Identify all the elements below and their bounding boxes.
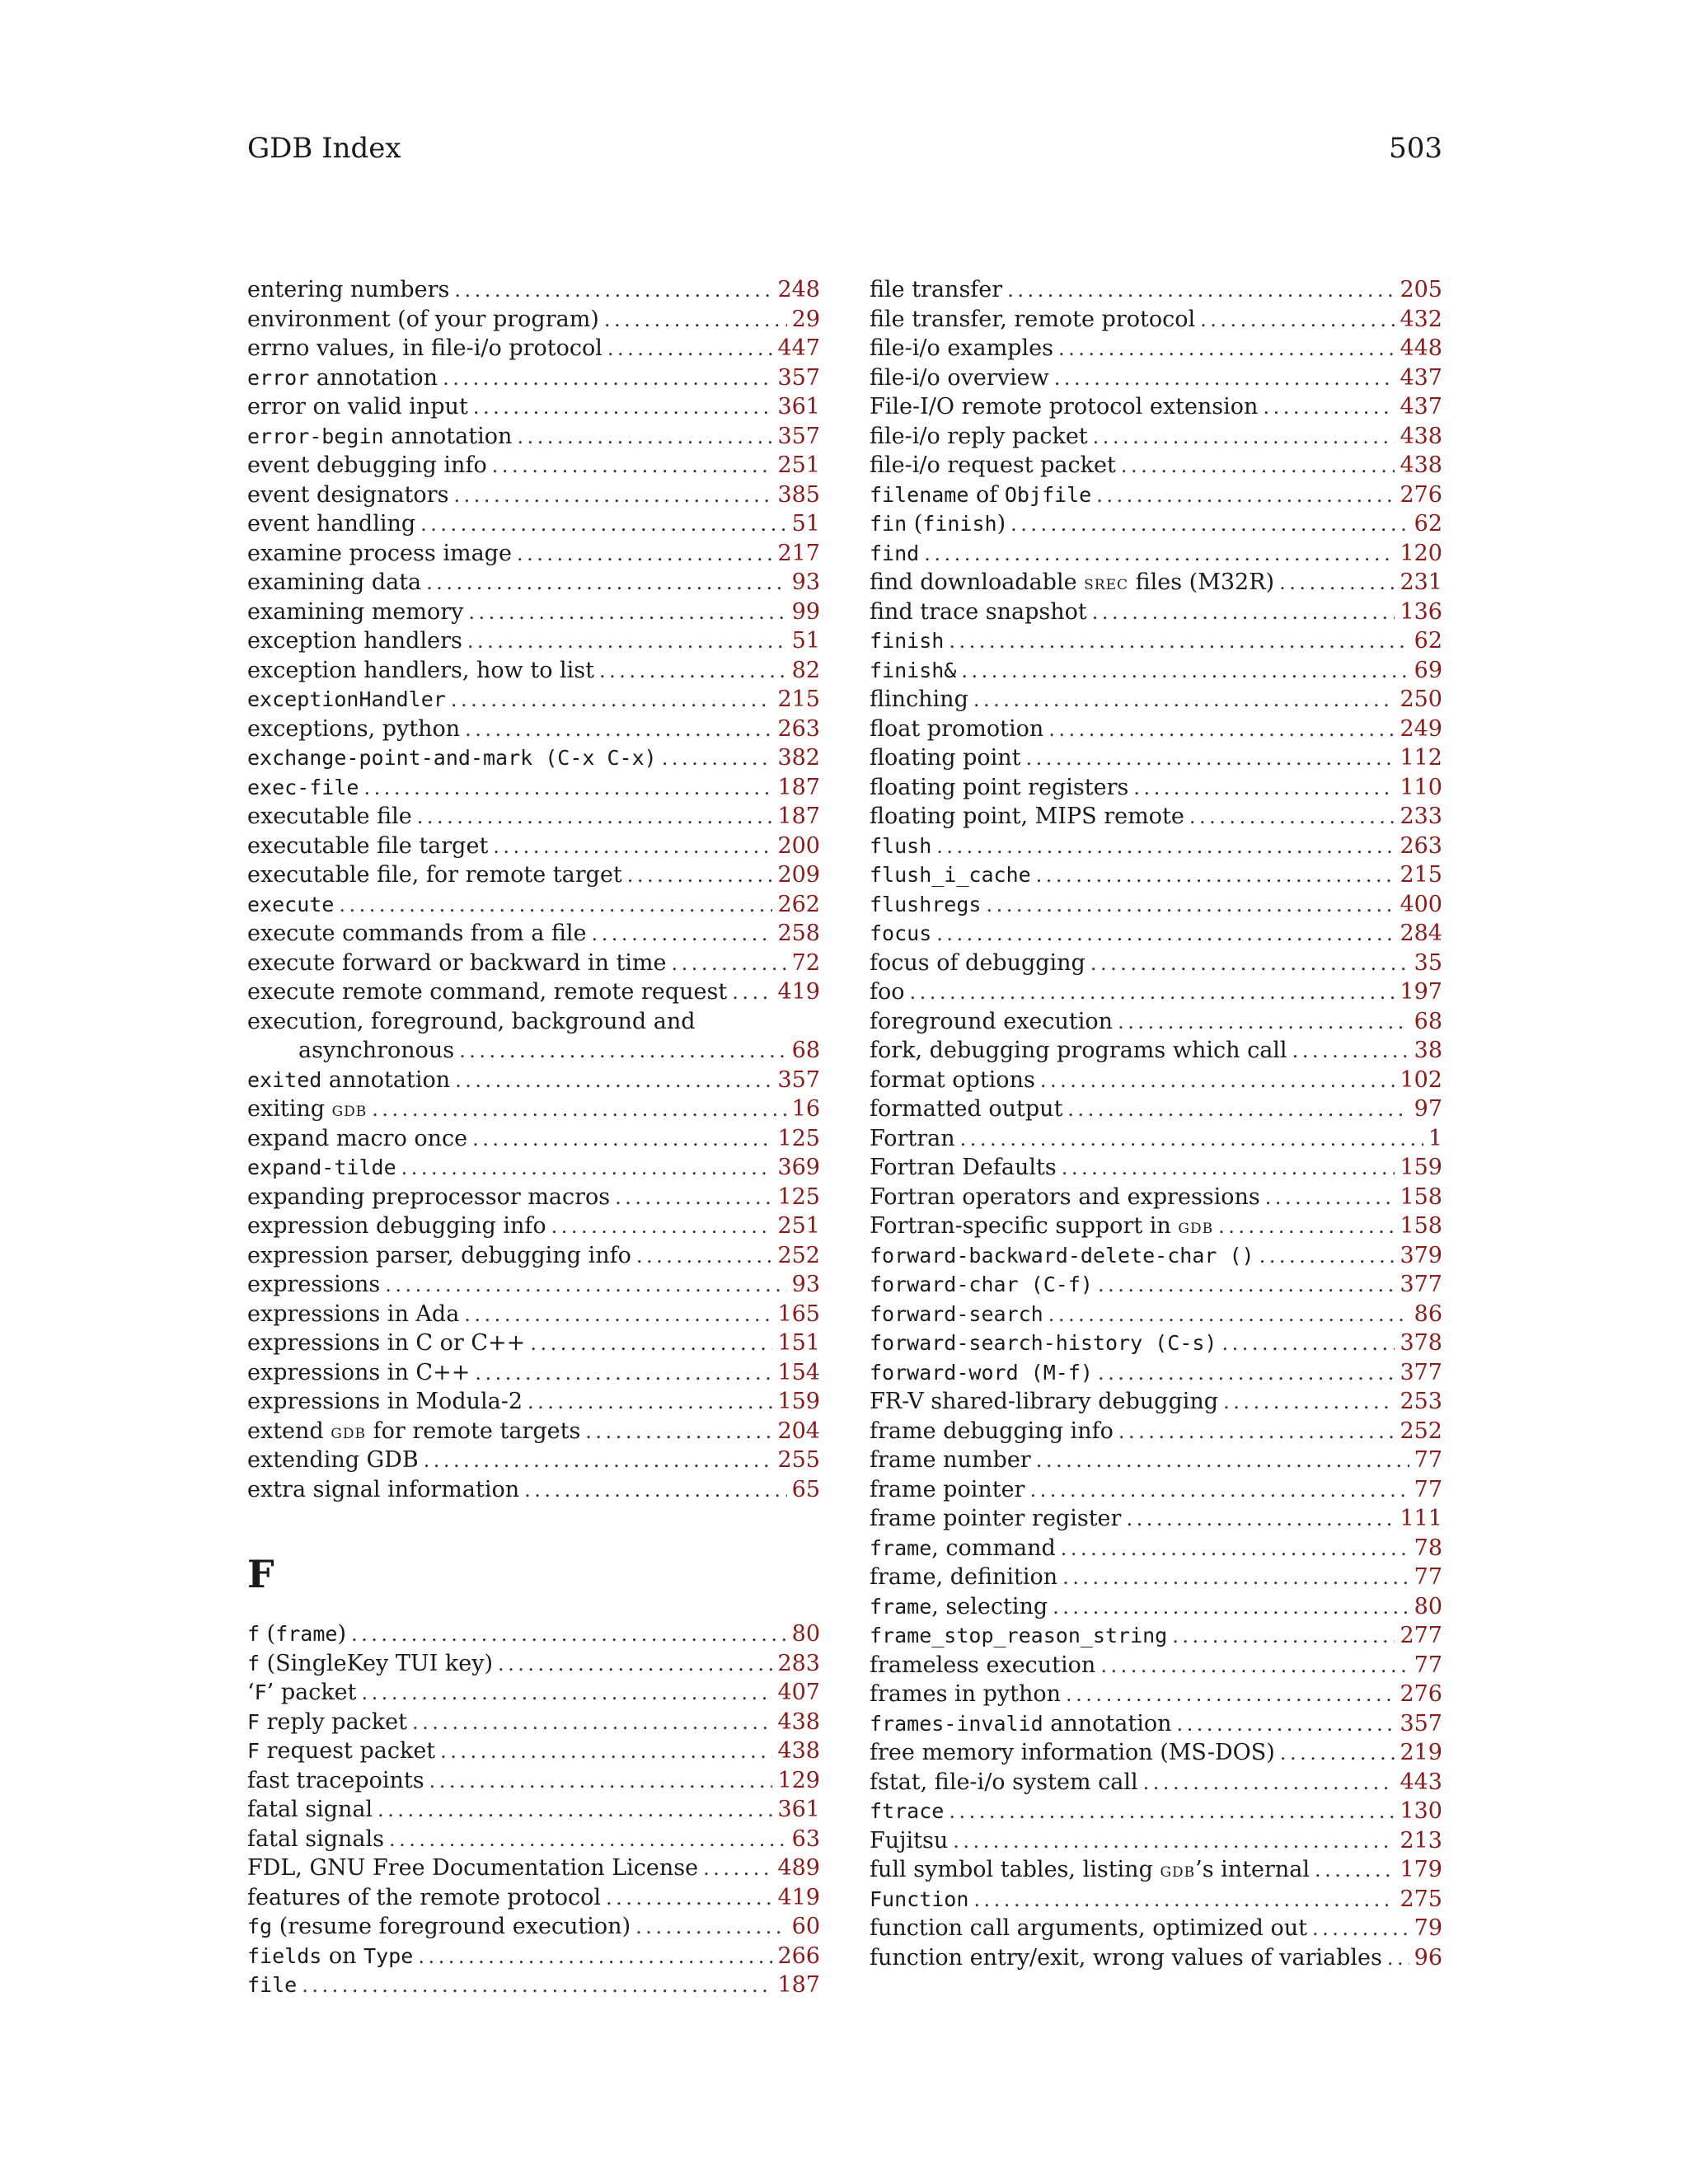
page-ref[interactable]: 263 [777, 715, 820, 742]
index-entry: event designators ..... 385 [247, 480, 820, 510]
index-entry: frame number ..... 77 [870, 1446, 1442, 1475]
page-ref[interactable]: 77 [1414, 1564, 1442, 1590]
index-entry: execute ..... 262 [247, 890, 820, 920]
page-ref[interactable]: 165 [777, 1301, 820, 1327]
page-ref[interactable]: 78 [1414, 1535, 1442, 1561]
index-entry: expand macro once ..... 125 [247, 1124, 820, 1154]
index-entry: ftrace ..... 130 [870, 1797, 1442, 1826]
page-ref[interactable]: 79 [1414, 1915, 1442, 1941]
page-ref[interactable]: 51 [791, 628, 820, 654]
page-ref[interactable]: 68 [1414, 1008, 1442, 1034]
index-entry: file-i/o request packet ..... 438 [870, 451, 1442, 480]
page-ref[interactable]: 378 [1400, 1330, 1442, 1356]
page-ref[interactable]: 361 [777, 394, 820, 419]
index-entry: fstat, file-i/o system call ..... 443 [870, 1768, 1442, 1797]
page-ref[interactable]: 93 [791, 569, 820, 595]
page-ref[interactable]: 97 [1414, 1096, 1442, 1122]
page-ref[interactable]: 385 [777, 481, 820, 508]
index-entry: file-i/o reply packet ..... 438 [870, 422, 1442, 452]
index-entry: Fortran Defaults ..... 159 [870, 1153, 1442, 1183]
index-entry: find trace snapshot ..... 136 [870, 598, 1442, 627]
index-entry: expressions in C++ ..... 154 [247, 1358, 820, 1388]
page-ref[interactable]: 63 [791, 1825, 820, 1852]
index-entry: function entry/exit, wrong values of variables ..... 96 [870, 1943, 1442, 1973]
index-entry: f (frame) ..... 80 [247, 1619, 820, 1649]
page-ref[interactable]: 377 [1400, 1272, 1442, 1297]
index-entry: frames in python ..... 276 [870, 1680, 1442, 1709]
page-ref[interactable]: 258 [777, 921, 820, 946]
page-ref[interactable]: 437 [1400, 394, 1442, 419]
page-ref[interactable]: 262 [777, 891, 820, 917]
index-entry: execution, foreground, background and [247, 1008, 696, 1034]
index-entry: forward-char (C-f) ..... 377 [870, 1270, 1442, 1300]
page-ref[interactable]: 266 [777, 1943, 820, 1969]
index-entry: filename of Objfile ..... 276 [870, 480, 1442, 510]
page-ref[interactable]: 77 [1414, 1476, 1442, 1502]
page-ref[interactable]: 62 [1414, 628, 1442, 654]
page-ref[interactable]: 275 [1400, 1886, 1442, 1912]
page-ref[interactable]: 60 [791, 1914, 820, 1939]
page-ref[interactable]: 68 [791, 1038, 820, 1063]
page-ref[interactable]: 219 [1400, 1740, 1442, 1765]
page-ref[interactable]: 276 [1400, 1681, 1442, 1707]
index-entry: flushregs ..... 400 [870, 890, 1442, 920]
index-entry: file-i/o overview ..... 437 [870, 363, 1442, 393]
index-entry: forward-backward-delete-char () ..... 379 [870, 1241, 1442, 1271]
page-ref[interactable]: 29 [791, 306, 820, 332]
index-entry: fg (resume foreground execution) ..... 60 [247, 1912, 820, 1942]
index-entry: executable file ..... 187 [247, 802, 820, 832]
index-entry: frame_stop_reason_string ..... 277 [870, 1621, 1442, 1651]
index-entry: file transfer, remote protocol ..... 432 [870, 305, 1442, 335]
index-entry: expanding preprocessor macros ..... 125 [247, 1183, 820, 1212]
page-ref[interactable]: 130 [1400, 1798, 1442, 1824]
page-header [247, 132, 1442, 173]
index-entry: examining memory ..... 99 [247, 598, 820, 627]
index-entry: extend gdb for remote targets ..... 204 [247, 1417, 820, 1446]
index-entry: executable file target ..... 200 [247, 832, 820, 861]
page-ref[interactable]: 187 [777, 804, 820, 829]
page-ref[interactable]: 80 [1414, 1593, 1442, 1619]
page-ref[interactable]: 62 [1414, 511, 1442, 537]
page-ref[interactable]: 263 [1400, 832, 1442, 859]
page-ref[interactable]: 357 [777, 1066, 820, 1093]
page-ref[interactable]: 432 [1400, 306, 1442, 332]
page-ref[interactable]: 249 [1400, 715, 1442, 742]
index-entry: exceptionHandler ..... 215 [247, 685, 820, 715]
page-ref[interactable]: 489 [777, 1855, 820, 1881]
page-ref[interactable]: 154 [777, 1359, 820, 1385]
index-entry: expression debugging info ..... 251 [247, 1212, 820, 1241]
page-ref[interactable]: 102 [1400, 1066, 1442, 1093]
index-entry: errno values, in file-i/o protocol ..... 447 [247, 334, 820, 363]
page-ref[interactable]: 419 [777, 979, 820, 1005]
page-ref[interactable]: 158 [1400, 1213, 1442, 1239]
page-ref[interactable]: 125 [777, 1125, 820, 1151]
page-ref[interactable]: 159 [777, 1389, 820, 1414]
index-entry: fin (finish) ..... 62 [870, 509, 1442, 539]
page-ref[interactable]: 136 [1400, 598, 1442, 625]
index-entry: fatal signals ..... 63 [247, 1825, 820, 1854]
index-entry: function call arguments, optimized out ..... 79 [870, 1914, 1442, 1943]
index-entry: examine process image ..... 217 [247, 539, 820, 569]
page-ref[interactable]: 158 [1400, 1183, 1442, 1210]
index-entry: foreground execution ..... 68 [870, 1007, 1442, 1037]
index-entry: examining data ..... 93 [247, 568, 820, 598]
page-ref[interactable]: 419 [777, 1884, 820, 1910]
page-ref[interactable]: 252 [777, 1242, 820, 1268]
index-entry: exchange-point-and-mark (C-x C-x) ..... 382 [247, 743, 820, 773]
page-ref[interactable]: 255 [777, 1447, 820, 1473]
section-letter-heading: F [247, 1552, 274, 1596]
index-entry: finish ..... 62 [870, 626, 1442, 656]
index-entry: execute commands from a file ..... 258 [247, 919, 820, 949]
page-ref[interactable]: 200 [777, 832, 820, 859]
page-ref[interactable]: 179 [1400, 1857, 1442, 1882]
index-entry: focus of debugging ..... 35 [870, 949, 1442, 978]
page-ref[interactable]: 209 [777, 862, 820, 888]
index-entry: f (SingleKey TUI key) ..... 283 [247, 1649, 820, 1679]
page-ref[interactable]: 250 [1400, 687, 1442, 712]
page-ref[interactable]: 69 [1414, 657, 1442, 683]
index-entry: frame debugging info ..... 252 [870, 1417, 1442, 1446]
page-ref[interactable]: 204 [777, 1418, 820, 1444]
index-entry: fields on Type ..... 266 [247, 1942, 820, 1971]
index-entry: error on valid input ..... 361 [247, 392, 820, 422]
page-number: 503 [1389, 132, 1442, 165]
index-entry: foo ..... 197 [870, 977, 1442, 1007]
index-entry: features of the remote protocol ..... 419 [247, 1883, 820, 1913]
index-entry: frameless execution ..... 77 [870, 1651, 1442, 1680]
index-entry: frame pointer ..... 77 [870, 1475, 1442, 1505]
page-ref[interactable]: 438 [777, 1738, 820, 1764]
index-entry: floating point, MIPS remote ..... 233 [870, 802, 1442, 832]
page-ref[interactable]: 77 [1414, 1652, 1442, 1678]
index-entry: expressions in Ada ..... 165 [247, 1300, 820, 1329]
index-entry: full symbol tables, listing gdb’s internal ..... 179 [870, 1855, 1442, 1885]
index-entry: fatal signal ..... 361 [247, 1795, 820, 1825]
page-ref[interactable]: 437 [1400, 364, 1442, 391]
page-ref[interactable]: 277 [1400, 1623, 1442, 1648]
index-entry: executable file, for remote target ..... 209 [247, 860, 820, 890]
index-entry: error-begin annotation ..... 357 [247, 422, 820, 452]
index-entry: frame, selecting ..... 80 [870, 1592, 1442, 1622]
page-ref[interactable]: 438 [1400, 423, 1442, 449]
page-ref[interactable]: 276 [1400, 481, 1442, 508]
page-ref[interactable]: 80 [791, 1621, 820, 1647]
page-ref[interactable]: 129 [777, 1767, 820, 1793]
index-entry: event handling ..... 51 [247, 509, 820, 539]
index-entry: error annotation ..... 357 [247, 363, 820, 393]
index-entry: execute forward or backward in time ..... 72 [247, 949, 820, 978]
right-column [870, 275, 1442, 1972]
index-entry: Fortran ..... 1 [870, 1124, 1442, 1154]
index-entry: floating point registers ..... 110 [870, 773, 1442, 803]
page-ref[interactable]: 120 [1400, 540, 1442, 566]
page-ref[interactable]: 38 [1414, 1038, 1442, 1063]
page-ref[interactable]: 379 [1400, 1242, 1442, 1268]
index-entry: entering numbers ..... 248 [247, 275, 820, 305]
index-entry: frame, command ..... 78 [870, 1534, 1442, 1563]
index-entry: Fortran operators and expressions ..... 158 [870, 1183, 1442, 1212]
page-ref[interactable]: 187 [777, 774, 820, 800]
page-ref[interactable]: 448 [1400, 335, 1442, 361]
page-ref[interactable]: 361 [777, 1797, 820, 1822]
index-entry: forward-search-history (C-s) ..... 378 [870, 1329, 1442, 1358]
page-ref[interactable]: 438 [777, 1708, 820, 1735]
index-entry: frame, definition ..... 77 [870, 1563, 1442, 1592]
index-entry: flinching ..... 250 [870, 685, 1442, 715]
index-entry: exception handlers, how to list ..... 82 [247, 656, 820, 686]
page-ref[interactable]: 215 [1400, 862, 1442, 888]
index-entry: floating point ..... 112 [870, 743, 1442, 773]
index-entry: Fortran-specific support in gdb ..... 158 [870, 1212, 1442, 1241]
page-ref[interactable]: 159 [1400, 1155, 1442, 1180]
index-entry: expand-tilde ..... 369 [247, 1153, 820, 1183]
page-ref[interactable]: 187 [777, 1972, 820, 1998]
index-entry: float promotion ..... 249 [870, 715, 1442, 744]
page-ref[interactable]: 251 [777, 1213, 820, 1239]
page-ref[interactable]: 252 [1400, 1418, 1442, 1444]
page-ref[interactable]: 283 [777, 1650, 820, 1676]
index-entry: environment (of your program) ..... 29 [247, 305, 820, 335]
page-ref[interactable]: 99 [791, 598, 820, 625]
page-ref[interactable]: 407 [777, 1680, 820, 1705]
page-ref[interactable]: 205 [1400, 277, 1442, 302]
page-ref[interactable]: 86 [1414, 1301, 1442, 1327]
page-ref[interactable]: 110 [1400, 774, 1442, 800]
index-entry-continuation: asynchronous ..... 68 [247, 1036, 820, 1066]
page-ref[interactable]: 197 [1400, 979, 1442, 1005]
index-entry: expressions in C or C++ ..... 151 [247, 1329, 820, 1358]
page-ref[interactable]: 248 [777, 277, 820, 302]
page-ref[interactable]: 382 [777, 745, 820, 771]
index-entry: forward-search ..... 86 [870, 1300, 1442, 1329]
page-ref[interactable]: 93 [791, 1272, 820, 1297]
index-entry: exceptions, python ..... 263 [247, 715, 820, 744]
index-entry: extending GDB ..... 255 [247, 1446, 820, 1475]
page-ref[interactable]: 112 [1400, 745, 1442, 771]
page-ref[interactable]: 357 [777, 364, 820, 391]
page-ref[interactable]: 72 [791, 949, 820, 976]
page-ref[interactable]: 443 [1400, 1769, 1442, 1795]
page-ref[interactable]: 284 [1400, 921, 1442, 946]
index-entry: exiting gdb ..... 16 [247, 1094, 820, 1124]
index-entry: expression parser, debugging info ..... 252 [247, 1241, 820, 1271]
index-entry: frame pointer register ..... 111 [870, 1504, 1442, 1534]
index-entry: file-i/o examples ..... 448 [870, 334, 1442, 363]
page-ref[interactable]: 65 [791, 1476, 820, 1502]
index-entry: Function ..... 275 [870, 1885, 1442, 1915]
index-entry: format options ..... 102 [870, 1066, 1442, 1095]
index-entry: fork, debugging programs which call ..... 38 [870, 1036, 1442, 1066]
index-entry: file ..... 187 [247, 1971, 820, 2000]
page-ref[interactable]: 77 [1414, 1447, 1442, 1473]
index-entry: FR-V shared-library debugging ..... 253 [870, 1387, 1442, 1417]
index-entry: ‘F’ packet ..... 407 [247, 1678, 820, 1708]
page-ref[interactable]: 82 [791, 657, 820, 683]
index-entry: fast tracepoints ..... 129 [247, 1766, 820, 1796]
index-entry: file transfer ..... 205 [870, 275, 1442, 305]
index-entry: exception handlers ..... 51 [247, 626, 820, 656]
index-entry: focus ..... 284 [870, 919, 1442, 949]
page-ref[interactable]: 369 [777, 1155, 820, 1180]
index-entry: F reply packet ..... 438 [247, 1708, 820, 1737]
index-entry: Fujitsu ..... 213 [870, 1826, 1442, 1856]
index-entry: flush_i_cache ..... 215 [870, 860, 1442, 890]
index-entry: free memory information (MS-DOS) ..... 219 [870, 1738, 1442, 1768]
page-ref[interactable]: 125 [777, 1183, 820, 1210]
index-entry: execute remote command, remote request ..... 419 [247, 977, 820, 1007]
page-ref[interactable]: 217 [777, 540, 820, 566]
page-ref[interactable]: 35 [1414, 949, 1442, 976]
index-entry: File-I/O remote protocol extension ..... 437 [870, 392, 1442, 422]
left-column [247, 275, 820, 2000]
page-ref[interactable]: 215 [777, 687, 820, 712]
page-ref[interactable]: 357 [1400, 1710, 1442, 1736]
page-ref[interactable]: 111 [1400, 1506, 1442, 1531]
page-ref[interactable]: 51 [791, 511, 820, 537]
index-entry: exec-file ..... 187 [247, 773, 820, 803]
page-ref[interactable]: 1 [1428, 1125, 1442, 1151]
page-ref[interactable]: 447 [777, 335, 820, 361]
index-entry: event debugging info ..... 251 [247, 451, 820, 480]
index-entry: FDL, GNU Free Documentation License ..... 489 [247, 1854, 820, 1883]
index-entry: frames-invalid annotation ..... 357 [870, 1709, 1442, 1739]
index-entry: formatted output ..... 97 [870, 1094, 1442, 1124]
page-ref[interactable]: 377 [1400, 1359, 1442, 1385]
index-entry: finish& ..... 69 [870, 656, 1442, 686]
page-ref[interactable]: 16 [791, 1096, 820, 1122]
index-entry: find downloadable srec files (M32R) ..... 231 [870, 568, 1442, 598]
index-entry: flush ..... 263 [870, 832, 1442, 861]
running-title: GDB Index [247, 132, 401, 165]
index-entry: F request packet ..... 438 [247, 1736, 820, 1766]
page-ref[interactable]: 213 [1400, 1827, 1442, 1854]
page-ref[interactable]: 231 [1400, 569, 1442, 595]
page-ref[interactable]: 400 [1400, 891, 1442, 917]
page-ref[interactable]: 251 [777, 452, 820, 478]
index-entry: forward-word (M-f) ..... 377 [870, 1358, 1442, 1388]
page-ref[interactable]: 357 [777, 423, 820, 449]
page-ref[interactable]: 438 [1400, 452, 1442, 478]
index-entry: extra signal information ..... 65 [247, 1475, 820, 1505]
page-ref[interactable]: 253 [1400, 1389, 1442, 1414]
page-ref[interactable]: 151 [777, 1330, 820, 1356]
page-ref[interactable]: 96 [1414, 1944, 1442, 1971]
index-entry: exited annotation ..... 357 [247, 1066, 820, 1095]
page-ref[interactable]: 233 [1400, 804, 1442, 829]
index-entry: expressions ..... 93 [247, 1270, 820, 1300]
index-entry: find ..... 120 [870, 539, 1442, 569]
index-entry: expressions in Modula-2 ..... 159 [247, 1387, 820, 1417]
